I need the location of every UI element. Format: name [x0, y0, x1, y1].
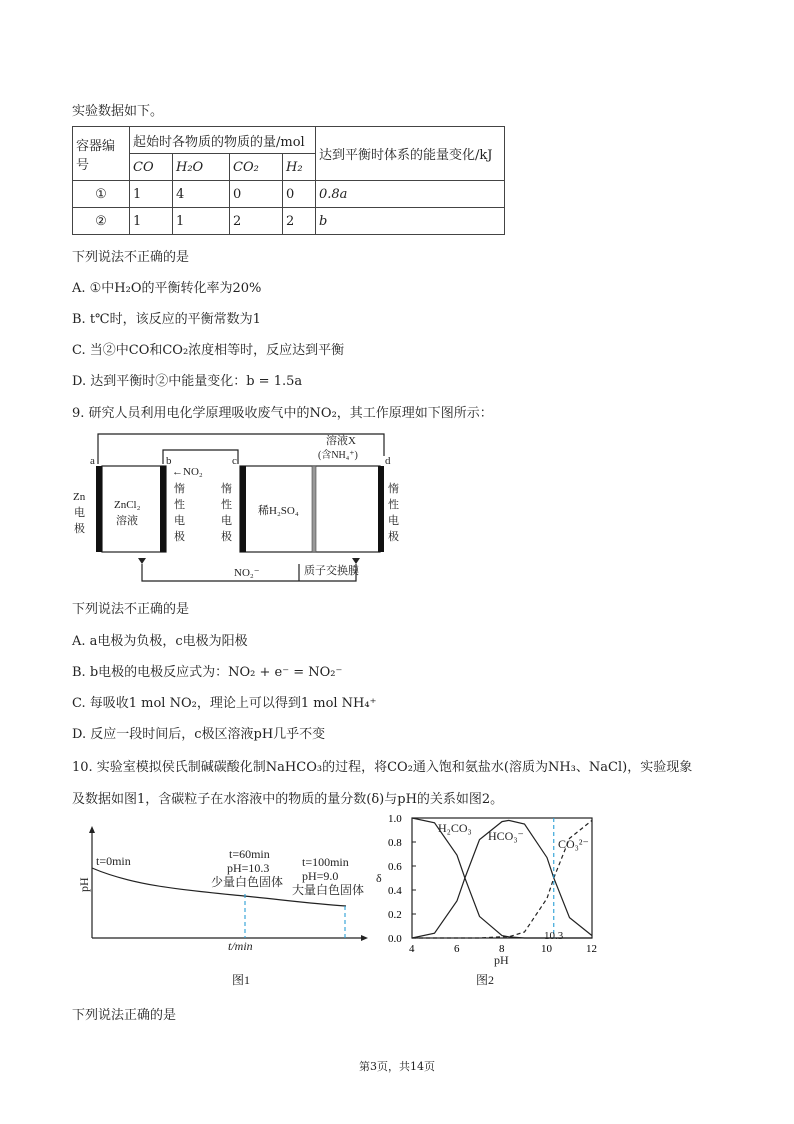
- q8-stem: 下列说法不正确的是: [72, 250, 190, 265]
- fig1-ann-ph100: pH=9.0: [302, 869, 339, 883]
- h2so4-label: 稀H₂SO₄: [258, 505, 299, 517]
- fig1-ann-t0: t=0min: [96, 854, 131, 868]
- q10-line1: 10. 实验室模拟侯氏制碱碳酸化制NaHCO₃的过程，将CO₂通入饱和氨盐水(溶质为NH₃、NaCl)，实验现象: [72, 760, 693, 775]
- electrolysis-diagram: [70, 428, 420, 588]
- q8-option-c: C. 当②中CO和CO₂浓度相等时，反应达到平衡: [72, 343, 345, 358]
- inert-electrode-c: [240, 466, 246, 552]
- page-footer: 第3页，共14页: [359, 1060, 435, 1073]
- table-header-initial: 起始时各物质的物质的量/mol: [130, 127, 316, 154]
- inert-electrode-b: [160, 466, 166, 552]
- zn-label-2: 电: [74, 507, 85, 519]
- fig2-ylabel: δ: [376, 871, 382, 885]
- species-co: CO: [130, 154, 173, 181]
- zn-label-3: 极: [74, 523, 85, 535]
- inert2-char: 性: [221, 499, 232, 511]
- table-header-energy: 达到平衡时体系的能量变化/kJ: [316, 127, 505, 181]
- label-c: c: [232, 455, 237, 467]
- fig1-caption: 图1: [232, 973, 251, 987]
- cell: 2: [230, 208, 283, 235]
- cell-energy: 0.8a: [316, 181, 505, 208]
- fig1-ylabel: pH: [77, 877, 91, 892]
- fig1-ann-solid60: 少量白色固体: [211, 875, 284, 889]
- fig2-xtick: 12: [586, 943, 597, 955]
- fig2-xtick: 10: [541, 943, 552, 955]
- fig1-ann-t60: t=60min: [229, 847, 270, 861]
- zncl2-sub: 溶液: [116, 515, 138, 527]
- proton-exchange-membrane: [312, 466, 316, 552]
- label-10-3: 10.3: [544, 930, 564, 942]
- no2-inlet: ←NO₂: [172, 466, 203, 478]
- fig2-xlabel: pH: [494, 953, 509, 967]
- zncl2-label: ZnCl₂: [114, 499, 141, 511]
- species-co2: CO₂: [230, 154, 283, 181]
- fig2-xtick: 6: [454, 943, 460, 955]
- zn-label-1: Zn: [73, 491, 86, 503]
- fig2-caption: 图2: [476, 973, 495, 987]
- table-row: [73, 208, 505, 235]
- inert1-char: 性: [174, 499, 185, 511]
- label-d: d: [385, 455, 391, 467]
- inert1-char: 惰: [174, 483, 185, 495]
- zn-electrode-plate: [96, 466, 102, 552]
- species-h2: H₂: [283, 154, 316, 181]
- inert2-char: 极: [221, 531, 232, 543]
- inert3-char: 极: [388, 531, 399, 543]
- fig2-ytick: 0.6: [388, 861, 402, 873]
- q9-option-b: B. b电极的电极反应式为：NO₂ + e⁻ = NO₂⁻: [72, 665, 343, 680]
- q9-stem2: 下列说法不正确的是: [72, 602, 190, 617]
- table-header-container: 容器编号: [73, 127, 130, 181]
- fig2-xtick: 4: [409, 943, 415, 955]
- row-id: ①: [73, 181, 130, 208]
- fig2-ytick: 1.0: [388, 813, 402, 825]
- fig1-ann-solid100: 大量白色固体: [292, 883, 365, 897]
- membrane-label: 质子交换膜: [304, 565, 359, 577]
- inert1-char: 极: [174, 531, 185, 543]
- species-h2o: H₂O: [173, 154, 230, 181]
- cell: 0: [283, 181, 316, 208]
- q9-stem: 9. 研究人员利用电化学原理吸收废气中的NO₂，其工作原理如下图所示：: [72, 406, 493, 421]
- row-id: ②: [73, 208, 130, 235]
- cell-energy: b: [316, 208, 505, 235]
- q9-option-c: C. 每吸收1 mol NO₂，理论上可以得到1 mol NH₄⁺: [72, 696, 377, 711]
- cell: 1: [173, 208, 230, 235]
- q8-option-a: A. ①中H₂O的平衡转化率为20%: [72, 281, 262, 296]
- q8-option-b: B. t℃时，该反应的平衡常数为1: [72, 312, 261, 327]
- fig2-ytick: 0.8: [388, 837, 402, 849]
- inert3-char: 电: [388, 515, 399, 527]
- q9-option-a: A. a电极为负极，c电极为阳极: [72, 634, 248, 649]
- label-hco3: HCO₃⁻: [488, 829, 524, 843]
- inert1-char: 电: [174, 515, 185, 527]
- experiment-table: [72, 126, 505, 235]
- cell: 4: [173, 181, 230, 208]
- inert3-char: 惰: [388, 483, 399, 495]
- middle-wire: [163, 450, 238, 464]
- q10-stem: 下列说法正确的是: [72, 1008, 177, 1023]
- fig1-xlabel: t/min: [228, 939, 253, 953]
- fig1-ann-t100: t=100min: [302, 855, 349, 869]
- table-row: [73, 181, 505, 208]
- label-h2co3: H₂CO₃: [438, 821, 472, 835]
- label-b: b: [166, 455, 172, 467]
- fig2-xtick: 8: [499, 943, 505, 955]
- inert2-char: 电: [221, 515, 232, 527]
- cell: 1: [130, 181, 173, 208]
- fig2-ytick: 0.0: [388, 933, 402, 945]
- intro-text: 实验数据如下。: [72, 104, 164, 119]
- inert2-char: 惰: [221, 483, 232, 495]
- cell: 2: [283, 208, 316, 235]
- cell: 0: [230, 181, 283, 208]
- inert-electrode-d: [378, 466, 384, 552]
- label-a: a: [90, 455, 95, 467]
- q9-option-d: D. 反应一段时间后，c极区溶液pH几乎不变: [72, 727, 326, 742]
- figure-1: [74, 818, 374, 990]
- inert3-char: 性: [388, 499, 399, 511]
- solution-x-label: 溶液X: [326, 435, 356, 447]
- cell: 1: [130, 208, 173, 235]
- fig2-ytick: 0.2: [388, 909, 402, 921]
- solution-x-sub: (含NH₄⁺): [318, 450, 358, 461]
- label-co3: CO₃²⁻: [558, 837, 589, 851]
- figure-2: [372, 808, 608, 990]
- fig1-ann-ph60: pH=10.3: [227, 861, 270, 875]
- q10-line2: 及数据如图1，含碳粒子在水溶液中的物质的量分数(δ)与pH的关系如图2。: [72, 792, 504, 807]
- fig2-ytick: 0.4: [388, 885, 402, 897]
- q8-option-d: D. 达到平衡时②中能量变化：b = 1.5a: [72, 374, 303, 389]
- no2-minus-label: NO₂⁻: [234, 567, 260, 579]
